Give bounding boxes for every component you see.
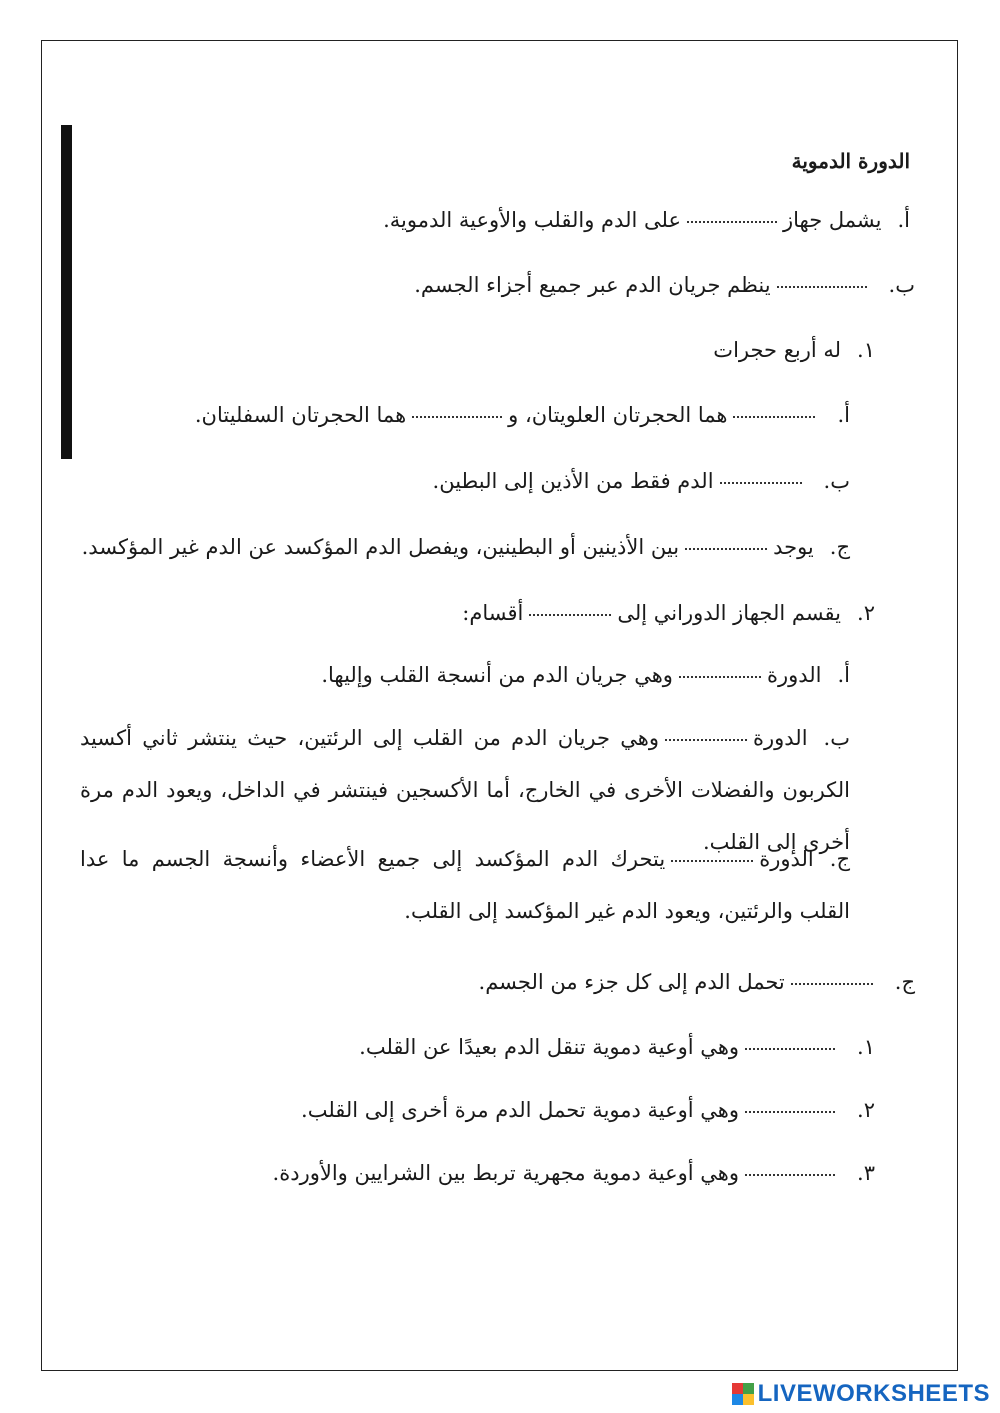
answer-blank[interactable] xyxy=(679,675,761,678)
item-marker: ٣. xyxy=(857,1161,875,1185)
question-line: ب.ينظم جريان الدم عبر جميع أجزاء الجسم. xyxy=(414,273,915,297)
item-marker: ١. xyxy=(857,1035,875,1059)
question-line: أ.يشمل جهازعلى الدم والقلب والأوعية الدموية. xyxy=(383,208,910,232)
item-marker: ١. xyxy=(857,338,875,362)
question-paragraph: ب.الدورةوهي جريان الدم من القلب إلى الرئتين، حيث ينتشر ثاني أكسيد الكربون والفضلات الأخرى في الخارج، أما الأكسجين فينتشر في الداخل، ويعود الدم مرة أخرى إلى القلب. xyxy=(80,712,850,868)
answer-blank[interactable] xyxy=(745,1047,835,1050)
item-marker: ج. xyxy=(829,535,850,559)
question-line: ج.يوجدبين الأذينين أو البطينين، ويفصل الدم المؤكسد عن الدم غير المؤكسد. xyxy=(81,535,850,559)
question-line: أ.الدورةوهي جريان الدم من أنسجة القلب وإليها. xyxy=(321,663,850,687)
question-line: ٢.يقسم الجهاز الدوراني إلىأقسام: xyxy=(462,601,875,625)
item-marker: ب. xyxy=(823,469,850,493)
question-line: ١.وهي أوعية دموية تنقل الدم بعيدًا عن القلب. xyxy=(359,1035,875,1059)
answer-blank[interactable] xyxy=(412,415,502,418)
item-marker: ب. xyxy=(888,273,915,297)
question-paragraph: ج.الدورةيتحرك الدم المؤكسد إلى جميع الأعضاء وأنسجة الجسم ما عدا القلب والرئتين، ويعود الدم غير المؤكسد إلى القلب. xyxy=(80,833,850,937)
question-line: ٣.وهي أوعية دموية مجهرية تربط بين الشرايين والأوردة. xyxy=(272,1161,875,1185)
item-marker: ب. xyxy=(823,726,850,750)
answer-blank[interactable] xyxy=(733,415,815,418)
worksheet-title: الدورة الدموية xyxy=(791,149,910,173)
answer-blank[interactable] xyxy=(745,1110,835,1113)
answer-blank[interactable] xyxy=(685,547,767,550)
question-line: ٢.وهي أوعية دموية تحمل الدم مرة أخرى إلى القلب. xyxy=(301,1098,875,1122)
item-marker: أ. xyxy=(837,663,850,687)
item-marker: أ. xyxy=(897,208,910,232)
question-line: أ.هما الحجرتان العلويتان، وهما الحجرتان السفليتان. xyxy=(194,403,850,427)
answer-blank[interactable] xyxy=(529,613,611,616)
liveworksheets-logo-icon xyxy=(732,1383,754,1405)
item-marker: ج. xyxy=(829,847,850,871)
item-marker: ج. xyxy=(894,970,915,994)
item-marker: ٢. xyxy=(857,1098,875,1122)
answer-blank[interactable] xyxy=(687,220,777,223)
item-marker: أ. xyxy=(837,403,850,427)
answer-blank[interactable] xyxy=(665,738,747,741)
answer-blank[interactable] xyxy=(791,982,873,985)
answer-blank[interactable] xyxy=(720,481,802,484)
left-margin-bar xyxy=(61,125,72,459)
question-line: ١.له أربع حجرات xyxy=(713,338,875,362)
answer-blank[interactable] xyxy=(671,859,753,862)
liveworksheets-footer[interactable] xyxy=(732,1380,990,1408)
question-line: ج.تحمل الدم إلى كل جزء من الجسم. xyxy=(478,970,915,994)
question-line: ب.الدم فقط من الأذين إلى البطين. xyxy=(432,469,850,493)
answer-blank[interactable] xyxy=(745,1173,835,1176)
brand-name: LIVEWORKSHEETS xyxy=(757,1380,990,1407)
answer-blank[interactable] xyxy=(777,285,867,288)
item-marker: ٢. xyxy=(857,601,875,625)
